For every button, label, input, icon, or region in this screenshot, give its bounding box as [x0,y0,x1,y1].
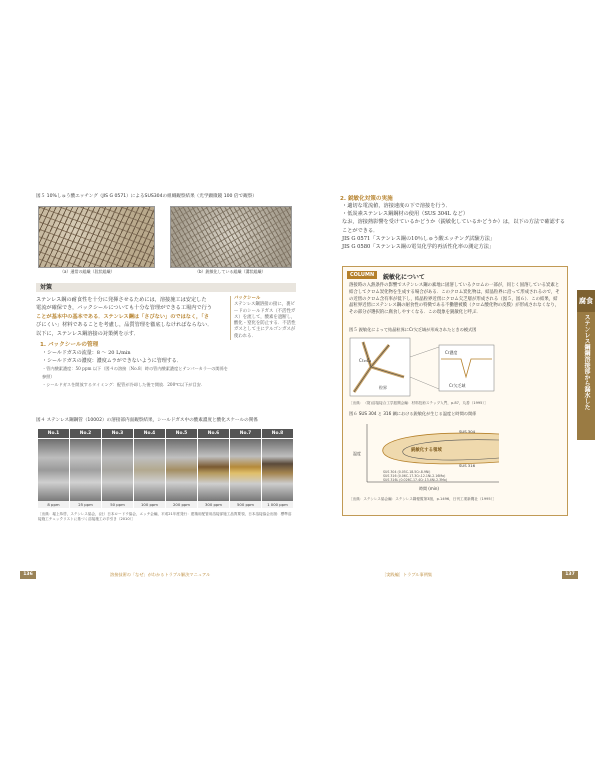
list-item: ・シールドガスの濃度：濃度ムラができないように管理する． [42,358,182,364]
strip-label: 500 ppm [230,501,261,508]
subhead-sensitization-measures: 2. 鋭敏化対策の実施 [340,196,393,202]
y-axis-label: 温度 [353,451,361,456]
chapter-tab [577,290,595,440]
fig4-photo-row [38,439,294,501]
left-page [23,186,298,581]
right-page [312,186,574,581]
label-carbide: Cr₂₃C₆ [359,358,372,363]
strip-label: 50 ppm [102,501,133,508]
curve-label-316: SUS 316 [459,463,476,468]
strip-header: No.3 [102,429,133,438]
column-title: 鋭敏化について [383,274,425,281]
subhead-backshield: 1. バックシールの管理 [40,342,99,348]
fig4-label-row [38,501,294,508]
sidebar-note: バックシール ステンレス鋼溶接の接に，裏ビードのシールドガス（不活性ガス）を流して，酸素を遮断し，酸化・窒化を防止する．不活性ガスとして主にアルゴンガスが使われる． [230,296,296,340]
strip-label: 300 ppm [198,501,229,508]
page-number-left: 136 [20,571,36,579]
micrograph-ditch-structure [170,206,292,268]
body-paragraph: ステンレス鋼の耐食性を十分に発揮させるためには，溶接施工は安定した 電流が確保でき，バックシールについても十分な管理ができる工場内で行う ことが基本中の基本である．ステンレス鋼は「さびない」のではなく，「さ びにくい」材料であることを考慮し，品質管理を徹底しなければならない． 以下に，ステンレス鋼溶接の対策例を示す． [36,297,213,337]
fig4-source: ［出典：堀上恭啓，ステンレス協会，(社）日本ロードウ協会，エッチ会編，平成21年度発行：建築用配管用溶接部施工品質要領，日本溶接協会出版：標準溶接施工チェックリストに基づく溶接施工の手引き（2010）］ [38,512,292,521]
footer-section-title: ［実践編］トラブル事例集 [382,572,433,577]
weld-photo [166,439,197,501]
column-fig5-caption: 図５ 鋭敏化によって結晶粒界にCr欠乏域が形成されたときの模式図 [349,327,477,332]
fig5-caption: 図５ 10%しゅう酸エッチング（JIS G 0571）によるSUS304の組織観察結果（光学顕微鏡 100 倍で観察） [36,194,257,199]
column-body: 溶接時の入熱条件の影響でステンレス鋼の素地に固溶しているクロムの一部が，同じく固溶している炭素と結合してクロム炭化物を生成する場合がある．このクロム炭化物は，結晶粒界に沿って形成されるので，その近傍のクロム含有率が低下し，結晶粒界近傍にクロム欠乏層が形成される（図５，図６）．この結果，結晶粒界近傍にステンレス鋼の耐食性の特徴である不働態被膜（クロム酸化物の皮膜）が形成されなくなり，その部分が選択的に腐食しやすくなる．この現象を鋭敏化と呼ぶ． [349,283,560,316]
region-label: 鋭敏化する領域 [411,448,442,453]
column-fig6-caption: 図６ SUS 304 と 316 鋼における鋭敏化が生じる温度と時間の関係 [349,411,477,416]
fig4-header-row [38,429,294,438]
weld-photo [230,439,261,501]
label-cr-content: Cr濃度 [445,350,458,355]
strip-label: 8 ppm [38,501,69,508]
weld-photo [134,439,165,501]
strip-label: 200 ppm [166,501,197,508]
fig5-sub-b: （b）鋭敏化している組織（溝状組織） [195,269,266,274]
list-item: ・シールドガスを開放するタイミング：配管が冷却した後で開放．200℃以下が目安． [42,382,206,387]
curve-label-304: SUS 304 [459,429,476,434]
strip-label: 1 000 ppm [262,501,293,508]
strip-header: No.7 [230,429,261,438]
footer-book-title: 溶接技術の「なぜ」がわかるトラブル解決マニュアル [110,572,211,577]
strip-header: No.8 [262,429,293,438]
micrograph-step-structure [38,206,155,268]
list-item: ・管内酸素濃度：50 ppm 以下（図４の溶接〔No.8〕時の管内酸素濃度とテンパーカラーの関係を参照） [42,366,228,379]
column-tag: COLUMN [347,271,377,279]
sensitization-schematic [349,337,499,399]
sensitization-measures-text: ・適切な電流値，溶接速度の下で溶接を行う． ・低炭素ステンレス鋼鋼材の使用（SUS 304L など） なお，溶接熱影響を受けているかどうか（鋭敏化しているかどうか）は，以下の方法で確認することができる． JIS G 0571「ステンレス鋼の10％しゅう酸エッチング試験方法」 JIS G 0580「ステンレス鋼の電気化学的再活性化率の測定方法」 [342,203,566,251]
column-box [342,266,568,516]
section-heading-countermeasure: 対策 [36,283,296,292]
page-number-right: 137 [562,571,578,579]
strip-header: No.5 [166,429,197,438]
strip-header: No.6 [198,429,229,438]
backshield-list [42,349,228,389]
fig5-source: ［出典：（財)溶接接合工学振興会編：材料技術ステップ入門，p.87，丸善（1995）］ [349,401,488,405]
fig4-caption: 図４ ステンレス鋼鋼管（10002）の溶接部内面観察結果，シールドガス中の酸素濃度と酸化スケールの関係 [36,418,258,423]
x-axis-label: 時間 (min) [419,486,439,491]
label-grain-boundary: 粒界 [379,385,387,390]
strip-label: 25 ppm [70,501,101,508]
weld-photo [198,439,229,501]
label-cr-depleted: Cr欠乏域 [449,383,466,388]
weld-photo [70,439,101,501]
fig5-sub-a: （a）通常の組織（段状組織） [60,269,115,274]
chapter-tab-vertical-text: ステンレス鋼鋼溶接部から漏水した [583,314,590,410]
fig6-source: ［出典：ステンレス協会編：ステンレス鋼便覧第3版，p.1496，日刊工業新聞社（1995）］ [349,497,497,501]
list-item: ・シールドガスの流量：8 ～ 20 L/min [42,350,131,356]
chapter-tab-label: 腐食 [577,290,595,312]
strip-label: 100 ppm [134,501,165,508]
weld-photo [262,439,293,501]
weld-photo [102,439,133,501]
strip-header: No.4 [134,429,165,438]
book-spread [23,186,595,581]
alloy-notes: SUS 304 (0.05C-18.5Cr-8.9Ni) SUS 316 (0.06C-17.3Cr-12.1Ni-2.16Mo) SUS 316L (0.026C-17.4Cr-13.4Ni-2.3Mo) [383,470,448,483]
strip-header: No.2 [70,429,101,438]
weld-photo [38,439,69,501]
strip-header: No.1 [38,429,69,438]
